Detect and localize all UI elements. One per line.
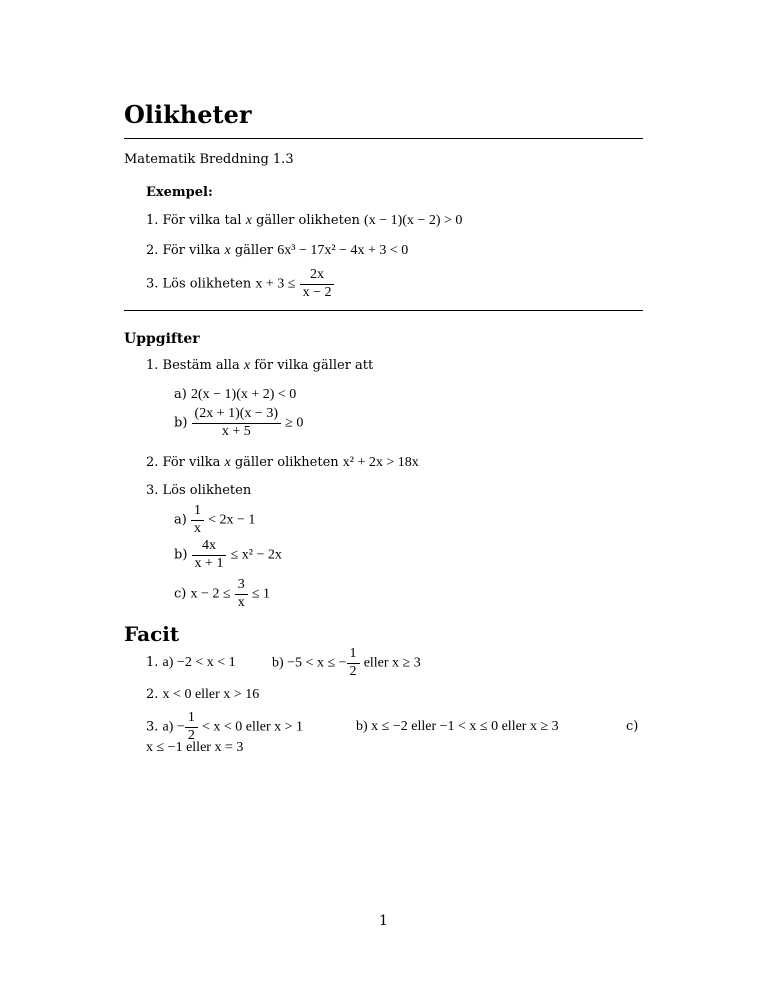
facit-3c: x ≤ −1 eller x = 3 — [146, 740, 244, 755]
facit-3c-label: c) — [626, 719, 639, 734]
uppgift-3a-fraction: $\frac{1}{x}$ — [191, 504, 204, 536]
facit-1b: b) −5 < x ≤ − $\frac{1}{2}$ eller x ≥ 3 — [272, 646, 421, 679]
exempel-rule — [124, 310, 643, 311]
facit-1b-fraction: $\frac{1}{2}$ — [347, 647, 360, 679]
facit-heading: Facit — [124, 622, 180, 646]
page-title: Olikheter — [124, 100, 252, 129]
facit-3a-fraction: $\frac{1}{2}$ — [185, 711, 198, 743]
title-rule — [124, 138, 643, 139]
uppgift-1: 1. Bestäm alla x för vilka gäller att — [146, 358, 374, 373]
uppgifter-heading: Uppgifter — [124, 331, 200, 347]
uppgift-3b-fraction: $\frac{4x}{x + 1}$ — [192, 539, 227, 571]
subtitle: Matematik Breddning 1.3 — [124, 152, 294, 167]
exempel-3-fraction: $\frac{2x}{x - 2}$ — [300, 268, 335, 300]
facit-2: 2. x < 0 eller x > 16 — [146, 687, 260, 702]
exempel-heading: Exempel: — [146, 185, 213, 200]
uppgift-3b: b) $\frac{4x}{x + 1}$ ≤ x² − 2x — [174, 538, 282, 571]
facit-1a: 1. a) −2 < x < 1 — [146, 655, 236, 670]
facit-3a: 3. a) − $\frac{1}{2}$ < x < 0 eller x > 1 — [146, 710, 304, 743]
uppgift-3a: a) $\frac{1}{x}$ < 2x − 1 — [174, 503, 256, 536]
exempel-2-math: 6x³ − 17x² − 4x + 3 < 0 — [277, 243, 409, 258]
exempel-item-2: 2. För vilka x gäller 6x³ − 17x² − 4x + 3 < 0 — [146, 243, 409, 258]
uppgift-1b: b) $\frac{(2x + 1)(x - 3)}{x + 5}$ ≥ 0 — [174, 406, 304, 439]
uppgift-1a: a) 2(x − 1)(x + 2) < 0 — [174, 387, 297, 402]
exempel-item-1: 1. För vilka tal x gäller olikheten (x − 1)(x − 2) > 0 — [146, 213, 463, 228]
uppgift-3c: c) x − 2 ≤ $\frac{3}{x}$ ≤ 1 — [174, 577, 271, 610]
uppgift-2: 2. För vilka x gäller olikheten x² + 2x > 18x — [146, 455, 419, 470]
facit-3b: b) x ≤ −2 eller −1 < x ≤ 0 eller x ≥ 3 — [356, 719, 559, 734]
uppgift-3c-fraction: $\frac{3}{x}$ — [235, 578, 248, 610]
exempel-item-3: 3. Lös olikheten x + 3 ≤ $\frac{2x}{x - 2}$ — [146, 268, 334, 300]
exempel-1-math: (x − 1)(x − 2) > 0 — [364, 213, 463, 228]
page-number: 1 — [379, 913, 388, 929]
uppgift-3: 3. Lös olikheten — [146, 483, 252, 498]
uppgift-1b-fraction: $\frac{(2x + 1)(x - 3)}{x + 5}$ — [192, 407, 281, 439]
